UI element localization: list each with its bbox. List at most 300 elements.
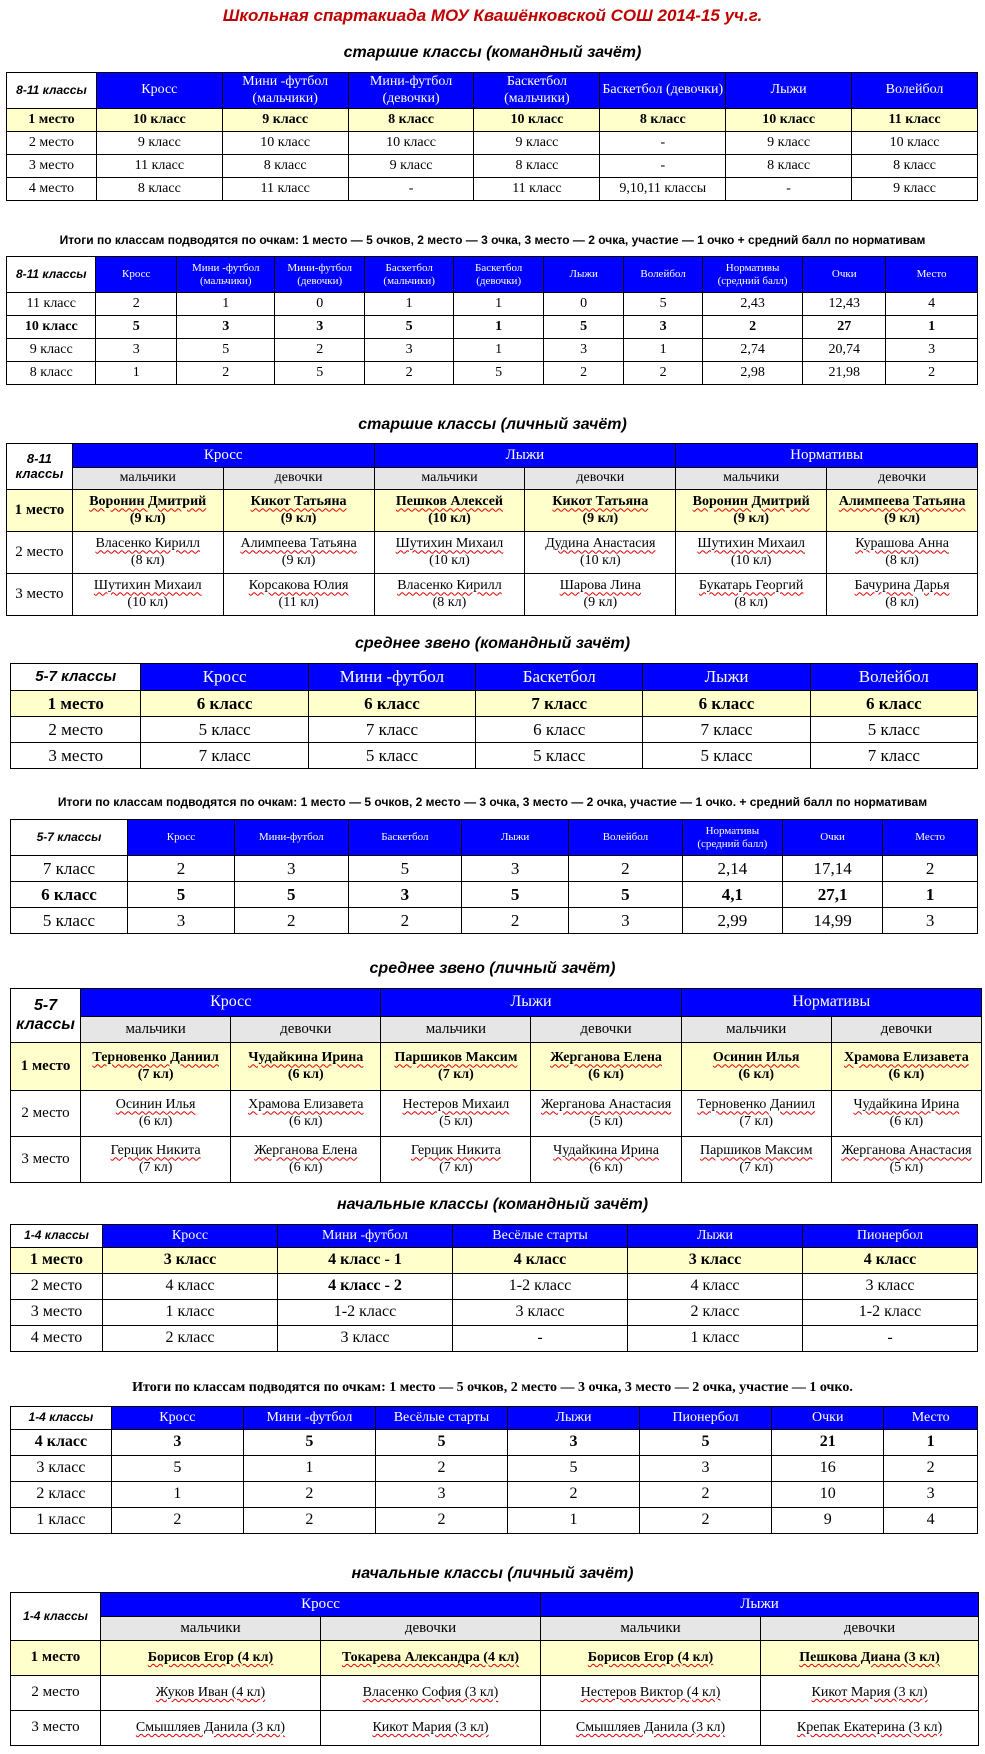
column-header: Баскетбол bbox=[476, 664, 643, 691]
table-cell: 3 bbox=[886, 339, 978, 362]
table-cell: 10 класс bbox=[348, 132, 474, 155]
table-row bbox=[11, 1091, 982, 1137]
table-cell: 6 класс bbox=[141, 691, 308, 717]
group-header: Нормативы bbox=[681, 989, 981, 1017]
table-cell: 3 bbox=[275, 316, 364, 339]
participant-cell bbox=[761, 1641, 979, 1676]
row-label: 3 место bbox=[11, 1300, 103, 1326]
table-row bbox=[11, 717, 978, 743]
table-cell: 7 класс bbox=[810, 743, 977, 769]
participant-name: Борисов Егор (4 кл) bbox=[587, 1649, 714, 1665]
table-cell: 2 bbox=[569, 856, 683, 882]
table-cell: 5 класс bbox=[308, 743, 475, 769]
table-cell: 7 класс bbox=[141, 743, 308, 769]
participant-cell bbox=[101, 1711, 321, 1746]
section-title-middle-team: среднее звено (командный зачёт) bbox=[354, 635, 631, 652]
table-cell: 5 bbox=[454, 362, 543, 385]
column-header: Очки bbox=[772, 1407, 884, 1430]
sub-header: девочки bbox=[231, 1017, 381, 1043]
table-row bbox=[11, 1641, 979, 1676]
table-cell: - bbox=[802, 1326, 977, 1352]
table-cell: 2 bbox=[640, 1482, 772, 1508]
table-cell: 2 bbox=[543, 362, 624, 385]
table-cell: 2 bbox=[886, 362, 978, 385]
table-row bbox=[11, 882, 978, 908]
table-cell: 21,98 bbox=[803, 362, 886, 385]
page-title: Школьная спартакиада МОУ Квашёнковской СОШ 2014-15 уч.г. bbox=[222, 6, 763, 25]
table-cell: 16 bbox=[772, 1456, 884, 1482]
table-row bbox=[7, 316, 978, 339]
participant-name-text: Кикот Татьяна bbox=[552, 494, 649, 510]
participant-class: (8 кл) bbox=[130, 552, 165, 568]
column-header: Кросс bbox=[127, 820, 234, 856]
table-cell: 2 класс bbox=[102, 1326, 277, 1352]
table-cell: 1 bbox=[454, 293, 543, 316]
participant-class: (10 кл) bbox=[428, 510, 471, 526]
row-label: 2 место bbox=[11, 717, 141, 743]
participant-cell bbox=[321, 1641, 541, 1676]
participant-cell bbox=[223, 532, 374, 574]
participant-cell bbox=[381, 1137, 531, 1183]
table-cell: 5 bbox=[624, 293, 702, 316]
table-cell: 2 bbox=[243, 1508, 375, 1534]
table-cell: 5 bbox=[96, 316, 177, 339]
participant-name-text: Пешков Алексей bbox=[395, 494, 503, 510]
participant-cell bbox=[231, 1091, 381, 1137]
participant-cell bbox=[541, 1676, 761, 1711]
participant-name-text: Нестеров Михаил bbox=[402, 1097, 510, 1113]
table-cell: 10 класс bbox=[852, 132, 978, 155]
column-header: Место bbox=[884, 1407, 978, 1430]
participant-name-text: Паршиков Максим bbox=[394, 1050, 518, 1066]
table-cell: 5 класс bbox=[476, 743, 643, 769]
sub-header: мальчики bbox=[681, 1017, 831, 1043]
table-cell: 1 bbox=[507, 1508, 639, 1534]
header-row bbox=[11, 664, 978, 691]
table-cell: 5 bbox=[364, 316, 453, 339]
column-header: Лыжи bbox=[643, 664, 810, 691]
participant-name-text: Герцик Никита bbox=[410, 1143, 501, 1159]
participant-class: (11 кл) bbox=[278, 594, 319, 610]
participant-cell bbox=[231, 1137, 381, 1183]
table-cell: 7 класс bbox=[308, 717, 475, 743]
table-cell: 4 класс bbox=[627, 1274, 802, 1300]
table-cell: 2,14 bbox=[682, 856, 782, 882]
table-row bbox=[11, 1300, 978, 1326]
participant-class: (9 кл) bbox=[280, 510, 317, 526]
header-row bbox=[7, 257, 978, 293]
table-cell: 2,74 bbox=[702, 339, 803, 362]
row-label: 4 класс bbox=[11, 1430, 112, 1456]
table-row bbox=[7, 490, 978, 532]
table-cell: 1 класс bbox=[102, 1300, 277, 1326]
column-header: Волейбол bbox=[810, 664, 977, 691]
participant-name bbox=[527, 494, 673, 510]
participant-name-text: Паршиков Максим bbox=[699, 1143, 813, 1159]
table-cell: 5 bbox=[569, 882, 683, 908]
sub-header-row bbox=[11, 1017, 982, 1043]
participant-name bbox=[383, 1097, 528, 1113]
table-cell: 2 bbox=[234, 908, 348, 934]
participant-name bbox=[83, 1050, 228, 1066]
table-row bbox=[11, 743, 978, 769]
table-cell: 5 bbox=[111, 1456, 243, 1482]
table-row bbox=[11, 1326, 978, 1352]
column-header: Очки bbox=[803, 257, 886, 293]
row-label: 5 класс bbox=[11, 908, 128, 934]
participant-class: (10 кл) bbox=[730, 552, 772, 568]
corner-label: 5-7 классы bbox=[11, 820, 128, 856]
corner-label: 1-4 классы bbox=[11, 1407, 112, 1430]
table-cell: 2 bbox=[275, 339, 364, 362]
participant-class: (9 кл) bbox=[129, 510, 166, 526]
middle-team-table bbox=[10, 663, 978, 769]
column-header: Мини -футбол (мальчики) bbox=[222, 73, 348, 109]
sub-header: девочки bbox=[827, 468, 978, 490]
participant-cell bbox=[321, 1711, 541, 1746]
table-cell: 3 bbox=[234, 856, 348, 882]
participant-name bbox=[829, 578, 975, 594]
scoring-note-senior: Итоги по классам подводятся по очкам: 1 место — 5 очков, 2 место — 3 очка, 3 место — 2 очка, участие — 1 очко + средний балл по нормативам bbox=[59, 233, 926, 247]
table-cell: 8 класс bbox=[474, 155, 600, 178]
table-cell: 4,1 bbox=[682, 882, 782, 908]
column-header: Лыжи bbox=[543, 257, 624, 293]
primary-individual-table bbox=[10, 1592, 979, 1746]
table-cell: 1 bbox=[624, 339, 702, 362]
row-label: 3 класс bbox=[11, 1456, 112, 1482]
table-cell: 1-2 класс bbox=[277, 1300, 452, 1326]
participant-class: (7 кл) bbox=[137, 1066, 174, 1082]
participant-name bbox=[383, 1050, 528, 1066]
participant-name bbox=[829, 536, 975, 552]
table-cell: 2 bbox=[127, 856, 234, 882]
participant-class: (6 кл) bbox=[287, 1066, 324, 1082]
group-header-row bbox=[11, 989, 982, 1017]
participant-class: (6 кл) bbox=[138, 1113, 173, 1129]
table-cell: 27,1 bbox=[782, 882, 882, 908]
senior-points-table bbox=[6, 256, 978, 385]
column-header: Лыжи bbox=[462, 820, 569, 856]
participant-class: (6 кл) bbox=[889, 1113, 924, 1129]
row-label: 10 класс bbox=[7, 316, 96, 339]
participant-name bbox=[377, 536, 523, 552]
group-header: Лыжи bbox=[381, 989, 681, 1017]
row-label: 3 место bbox=[11, 1711, 101, 1746]
participant-name-text: Жерганова Анастасия bbox=[841, 1143, 972, 1159]
table-cell: 17,14 bbox=[782, 856, 882, 882]
column-header: Мини -футбол bbox=[277, 1225, 452, 1248]
group-header: Лыжи bbox=[374, 444, 676, 468]
row-label: 11 класс bbox=[7, 293, 96, 316]
participant-cell bbox=[81, 1091, 231, 1137]
participant-name bbox=[527, 578, 673, 594]
participant-name-text: Дудина Анастасия bbox=[545, 536, 656, 552]
row-label: 6 класс bbox=[11, 882, 128, 908]
column-header: Нормативы (средний балл) bbox=[702, 257, 803, 293]
table-cell: 11 класс bbox=[852, 109, 978, 132]
primary-points-table bbox=[10, 1406, 978, 1534]
participant-cell bbox=[531, 1043, 681, 1091]
table-row bbox=[7, 155, 978, 178]
group-header-row bbox=[7, 444, 978, 468]
row-label: 1 место bbox=[7, 109, 97, 132]
table-cell: - bbox=[348, 178, 474, 201]
row-label: 3 место bbox=[7, 574, 73, 616]
table-row bbox=[11, 1508, 978, 1534]
table-row bbox=[11, 1248, 978, 1274]
table-cell: 3 bbox=[507, 1430, 639, 1456]
table-cell: 3 класс bbox=[802, 1274, 977, 1300]
table-cell: 2,43 bbox=[702, 293, 803, 316]
participant-name: Борисов Егор (4 кл) bbox=[147, 1649, 274, 1665]
participant-name bbox=[233, 1097, 378, 1113]
participant-name-text: Храмова Елизавета bbox=[248, 1097, 364, 1113]
table-cell: 3 класс bbox=[102, 1248, 277, 1274]
table-row bbox=[7, 109, 978, 132]
table-cell: 2 bbox=[624, 362, 702, 385]
column-header: Баскетбол bbox=[348, 820, 462, 856]
table-row bbox=[11, 1711, 979, 1746]
header-row bbox=[11, 820, 978, 856]
participant-name: Власенко София (3 кл) bbox=[362, 1684, 499, 1700]
column-header: Мини-футбол (девочки) bbox=[348, 73, 474, 109]
table-cell: 14,99 bbox=[782, 908, 882, 934]
participant-name bbox=[233, 1050, 378, 1066]
table-cell: 3 bbox=[462, 856, 569, 882]
column-header: Баскетбол (девочки) bbox=[600, 73, 726, 109]
table-cell: 1 bbox=[454, 339, 543, 362]
table-cell: 12,43 bbox=[803, 293, 886, 316]
participant-name bbox=[834, 1050, 979, 1066]
section-title-senior-individual: старшие классы (личный зачёт) bbox=[358, 416, 627, 433]
participant-name-text: Осинин Илья bbox=[712, 1050, 800, 1066]
section-title-primary-individual: начальные классы (личный зачёт) bbox=[351, 1565, 634, 1582]
row-label: 3 место bbox=[11, 743, 141, 769]
participant-name-text: Чудайкина Ирина bbox=[853, 1097, 960, 1113]
table-cell: 9 bbox=[772, 1508, 884, 1534]
participant-name-text: Чудайкина Ирина bbox=[248, 1050, 364, 1066]
participant-class: (8 кл) bbox=[885, 552, 919, 568]
primary-team-table bbox=[10, 1224, 978, 1352]
participant-cell bbox=[525, 490, 676, 532]
participant-name-text: Терновенко Даниил bbox=[697, 1097, 816, 1113]
table-cell: 6 класс bbox=[643, 691, 810, 717]
table-cell: 1 класс bbox=[627, 1326, 802, 1352]
table-cell: 3 класс bbox=[627, 1248, 802, 1274]
participant-name bbox=[377, 494, 523, 510]
table-cell: 2 bbox=[96, 293, 177, 316]
table-cell: 3 bbox=[624, 316, 702, 339]
table-cell: 3 bbox=[364, 339, 453, 362]
participant-name: Кикот Мария (3 кл) bbox=[811, 1684, 928, 1700]
group-header: Кросс bbox=[81, 989, 381, 1017]
participant-name bbox=[83, 1097, 228, 1113]
participant-class: (6 кл) bbox=[288, 1159, 323, 1175]
participant-name-text: Воронин Дмитрий bbox=[89, 494, 207, 510]
sub-header: мальчики bbox=[101, 1617, 321, 1641]
table-row bbox=[11, 691, 978, 717]
sub-header: девочки bbox=[761, 1617, 979, 1641]
group-header: Нормативы bbox=[676, 444, 978, 468]
sub-header: мальчики bbox=[81, 1017, 231, 1043]
table-cell: 9 класс bbox=[222, 109, 348, 132]
table-cell: 5 класс bbox=[810, 717, 977, 743]
table-cell: 2 bbox=[884, 1456, 978, 1482]
table-cell: 9 класс bbox=[852, 178, 978, 201]
table-cell: 10 класс bbox=[96, 109, 222, 132]
table-cell: 1 bbox=[883, 882, 978, 908]
table-cell: 3 bbox=[111, 1430, 243, 1456]
participant-class: (6 кл) bbox=[288, 1113, 323, 1129]
table-cell: 8 класс bbox=[222, 155, 348, 178]
senior-individual-table bbox=[6, 443, 978, 616]
participant-name bbox=[684, 1143, 829, 1159]
participant-name bbox=[684, 1050, 829, 1066]
column-header: Кросс bbox=[96, 73, 222, 109]
row-label: 9 класс bbox=[7, 339, 96, 362]
table-cell: 2 bbox=[348, 908, 462, 934]
participant-name bbox=[829, 494, 975, 510]
column-header: Мини -футбол bbox=[308, 664, 475, 691]
table-cell: 1 bbox=[96, 362, 177, 385]
participant-name: Нестеров Виктор (4 кл) bbox=[580, 1684, 721, 1700]
participant-cell bbox=[231, 1043, 381, 1091]
table-cell: 8 класс bbox=[96, 178, 222, 201]
table-cell: 5 bbox=[127, 882, 234, 908]
table-row bbox=[7, 339, 978, 362]
participant-class: (10 кл) bbox=[429, 552, 470, 568]
column-header: Лыжи bbox=[726, 73, 852, 109]
participant-class: (6 кл) bbox=[738, 1066, 775, 1082]
sub-header-row bbox=[11, 1617, 979, 1641]
participant-class: (6 кл) bbox=[588, 1066, 624, 1082]
participant-cell bbox=[827, 532, 978, 574]
participant-cell bbox=[374, 490, 525, 532]
row-label: 8 класс bbox=[7, 362, 96, 385]
section-title-senior-team: старшие классы (командный зачёт) bbox=[343, 44, 642, 61]
table-cell: 7 класс bbox=[643, 717, 810, 743]
header-row bbox=[7, 73, 978, 109]
participant-name: Кикот Мария (3 кл) bbox=[372, 1719, 489, 1735]
participant-class: (9 кл) bbox=[281, 552, 316, 568]
participant-name-text: Храмова Елизавета bbox=[844, 1050, 969, 1066]
participant-name bbox=[834, 1143, 979, 1159]
table-cell: 2,99 bbox=[682, 908, 782, 934]
table-cell: 1-2 класс bbox=[802, 1300, 977, 1326]
participant-cell bbox=[761, 1676, 979, 1711]
table-cell: 1 bbox=[243, 1456, 375, 1482]
group-header-row bbox=[11, 1593, 979, 1617]
table-cell: 1-2 класс bbox=[452, 1274, 627, 1300]
corner-label: 5-7 классы bbox=[11, 664, 141, 691]
corner-label: 1-4 классы bbox=[11, 1225, 103, 1248]
table-cell: - bbox=[600, 132, 726, 155]
table-cell: 3 bbox=[375, 1482, 507, 1508]
participant-name-text: Шутихин Михаил bbox=[697, 536, 806, 552]
table-cell: 11 класс bbox=[96, 155, 222, 178]
table-cell: 8 класс bbox=[726, 155, 852, 178]
participant-cell bbox=[101, 1676, 321, 1711]
table-cell: 6 класс bbox=[476, 717, 643, 743]
table-cell: 27 bbox=[803, 316, 886, 339]
table-cell: 3 bbox=[177, 316, 275, 339]
participant-class: (8 кл) bbox=[885, 594, 919, 610]
participant-cell bbox=[72, 574, 223, 616]
column-header: Лыжи bbox=[627, 1225, 802, 1248]
participant-name bbox=[226, 494, 372, 510]
table-cell: 4 класс - 2 bbox=[277, 1274, 452, 1300]
table-cell: 8 класс bbox=[348, 109, 474, 132]
participant-class: (10 кл) bbox=[580, 552, 621, 568]
table-row bbox=[11, 1137, 982, 1183]
row-label: 2 место bbox=[7, 132, 97, 155]
middle-individual-table bbox=[10, 988, 982, 1183]
participant-class: (7 кл) bbox=[739, 1159, 773, 1175]
table-row bbox=[7, 362, 978, 385]
table-cell: 0 bbox=[543, 293, 624, 316]
row-label: 4 место bbox=[11, 1326, 103, 1352]
table-cell: 5 bbox=[543, 316, 624, 339]
table-row bbox=[11, 1430, 978, 1456]
table-cell: 9 класс bbox=[348, 155, 474, 178]
table-cell: - bbox=[600, 155, 726, 178]
table-cell: 10 bbox=[772, 1482, 884, 1508]
table-cell: 3 класс bbox=[452, 1300, 627, 1326]
participant-name-text: Шутихин Михаил bbox=[93, 578, 202, 594]
column-header: Кросс bbox=[96, 257, 177, 293]
table-cell: 3 bbox=[127, 908, 234, 934]
participant-cell bbox=[676, 574, 827, 616]
sub-header: мальчики bbox=[374, 468, 525, 490]
table-cell: 6 класс bbox=[308, 691, 475, 717]
table-row bbox=[11, 856, 978, 882]
row-label: 2 место bbox=[7, 532, 73, 574]
participant-name bbox=[678, 578, 824, 594]
participant-class: (7 кл) bbox=[138, 1159, 173, 1175]
table-cell: 11 класс bbox=[222, 178, 348, 201]
participant-cell bbox=[101, 1641, 321, 1676]
table-cell: 2 bbox=[111, 1508, 243, 1534]
column-header: Весёлые старты bbox=[452, 1225, 627, 1248]
table-cell: - bbox=[726, 178, 852, 201]
table-cell: 8 класс bbox=[852, 155, 978, 178]
table-cell: 9 класс bbox=[96, 132, 222, 155]
participant-cell bbox=[827, 574, 978, 616]
participant-name-text: Чудайкина Ирина bbox=[553, 1143, 659, 1159]
participant-name: Пешкова Диана (3 кл) bbox=[799, 1649, 940, 1665]
participant-cell bbox=[531, 1091, 681, 1137]
table-cell: 2 bbox=[883, 856, 978, 882]
group-header: Кросс bbox=[101, 1593, 541, 1617]
row-label: 7 класс bbox=[11, 856, 128, 882]
table-cell: 4 класс bbox=[802, 1248, 977, 1274]
table-cell: 2 bbox=[375, 1456, 507, 1482]
corner-label: 8-11 классы bbox=[7, 257, 96, 293]
table-cell: 5 bbox=[640, 1430, 772, 1456]
participant-cell bbox=[681, 1043, 831, 1091]
participant-name-text: Курашова Анна bbox=[855, 536, 949, 552]
table-row bbox=[7, 178, 978, 201]
table-row bbox=[7, 532, 978, 574]
table-cell: 3 bbox=[96, 339, 177, 362]
participant-cell bbox=[374, 532, 525, 574]
participant-name bbox=[377, 578, 523, 594]
sub-header: девочки bbox=[831, 1017, 981, 1043]
participant-name bbox=[678, 494, 824, 510]
participant-cell bbox=[381, 1043, 531, 1091]
participant-name-text: Жерганова Елена bbox=[550, 1050, 662, 1066]
participant-cell bbox=[525, 532, 676, 574]
